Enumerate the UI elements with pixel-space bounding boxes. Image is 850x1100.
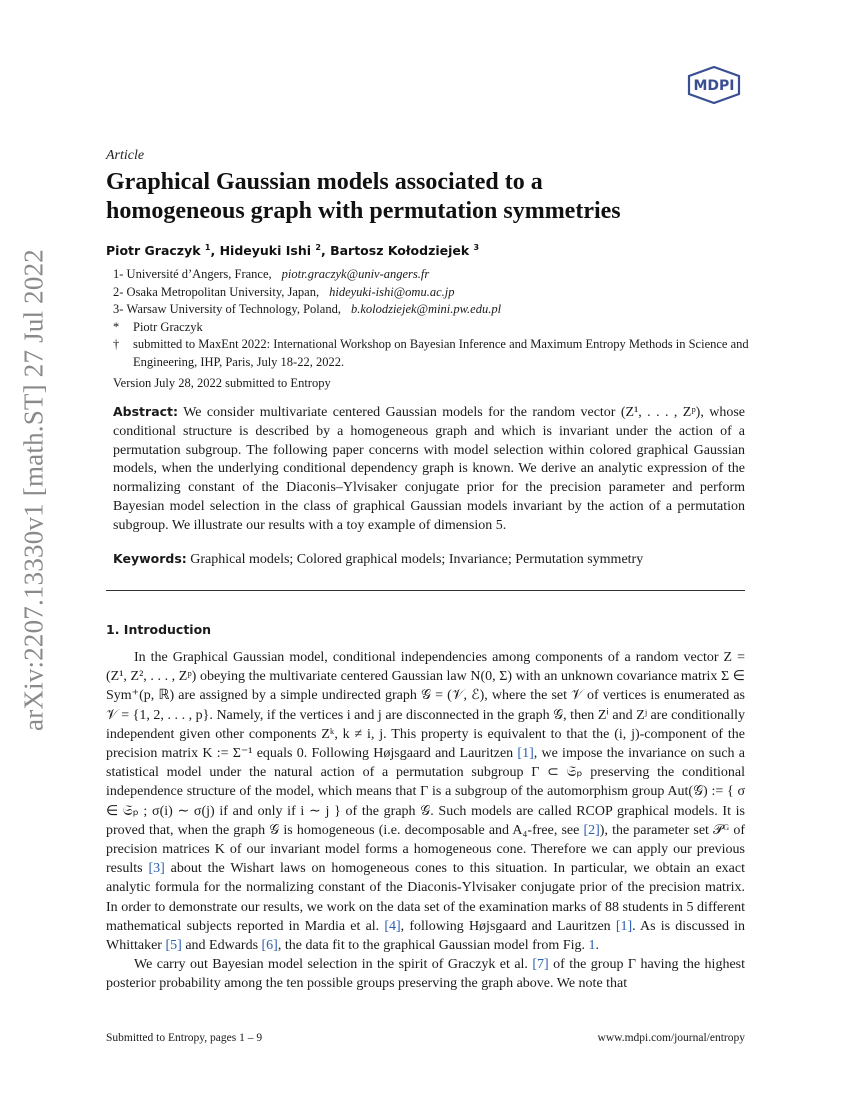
keywords-label: Keywords: (113, 551, 187, 566)
citation-link[interactable]: [6] (261, 938, 278, 954)
author-list: Piotr Graczyk $^1$, Hideyuki Ishi $^2$, Bartosz Kołodziejek $^3$ (106, 243, 480, 259)
section-divider (106, 590, 745, 591)
paper-title (106, 168, 746, 226)
citation-link[interactable]: [1] (615, 918, 633, 934)
citation-link[interactable]: [3] (148, 861, 165, 877)
title-line-2: homogeneous graph with permutation symmetries (106, 198, 621, 224)
title-line-1: Graphical Gaussian models associated to a (106, 169, 543, 195)
abstract (113, 403, 745, 536)
section-title: 1. Introduction (106, 622, 212, 637)
affiliation-mark: 1- (113, 267, 124, 281)
author-name: Piotr Graczyk (106, 243, 201, 259)
affiliation-email[interactable]: hideyuki-ishi@omu.ac.jp (329, 284, 455, 299)
note-row (113, 336, 753, 371)
affiliations (113, 266, 753, 371)
arxiv-identifier-stamp (14, 249, 54, 731)
author-name: Hideyuki Ishi (219, 243, 312, 259)
affiliation-mark: 2- (113, 284, 124, 299)
author-affiliation-mark: 3 (473, 243, 480, 252)
citation-link[interactable]: [4] (384, 918, 401, 934)
affiliation-row (113, 266, 753, 284)
arxiv-stamp-text: arXiv:2207.13330v1 [math.ST] 27 Jul 2022 (18, 249, 49, 731)
author-name: Bartosz Kołodziejek (330, 243, 470, 259)
keywords (113, 551, 745, 568)
paragraph: We carry out Bayesian model selection in the spirit of Graczyk et al. [7] of the group Γ having the highest posterior probability among the ten possible groups preserving the graph above. We note that (106, 957, 745, 992)
affiliation-email[interactable]: piotr.graczyk@univ-angers.fr (281, 267, 430, 281)
note-row (113, 319, 753, 337)
author-affiliation-mark: 2 (315, 243, 321, 252)
footer-submission: Submitted to Entropy, pages 1 – 9 (106, 1032, 263, 1044)
affiliation-row (113, 301, 753, 319)
affiliation-mark: 3- (113, 302, 124, 316)
citation-link[interactable]: [5] (165, 938, 182, 954)
citation-link[interactable]: [1] (517, 746, 534, 762)
note-mark: * (113, 319, 120, 334)
logo-text: MDPI (693, 78, 735, 94)
author-affiliation-mark: 1 (204, 243, 211, 252)
article-type: Article (106, 148, 145, 163)
citation-link[interactable]: [7] (532, 957, 549, 973)
citation-link[interactable]: [2] (583, 822, 600, 838)
abstract-text: We consider multivariate centered Gaussian models for the random vector (Z¹, . . . , Zᵖ), whose conditional structure is described by a homogeneous graph and which is invariant under the action of a permutation subgroup. The following paper concerns with model selection within colored graphical Gaussian models, when the underlying conditional dependency graph is known. We derive an analytic expression of the normalizing constant of the Diaconis–Ylvisaker conjugate prior for the precision parameter and perform Bayesian model selection in the class of graphical Gaussian models invariant by the action of a permutation subgroup. We illustrate our results with a toy example of dimension 5. (113, 405, 745, 533)
figure-link[interactable]: 1 (588, 938, 596, 954)
version-line: Version July 28, 2022 submitted to Entropy (113, 376, 331, 390)
footer-journal-url[interactable]: www.mdpi.com/journal/entropy (597, 1032, 745, 1044)
abstract-label: Abstract: (113, 404, 179, 419)
paragraph: In the Graphical Gaussian model, conditional independencies among components of a random vector Z = (Z¹, Z², . . . , Zᵖ) obeying the multivariate centered Gaussian law N(0, Σ) with an unknown covariance matrix Σ ∈ Sym⁺(p, ℝ) are assigned by a simple undirected graph 𝒢 = (𝒱, ℰ), where the set 𝒱 of vertices is enumerated as 𝒱 = {1, 2, . . . , p}. Namely, if the vertices i and j are disconnected in the graph 𝒢, then Zⁱ and Zʲ are conditionally independent given other components Zᵏ, k ≠ i, j. This property is equivalent to that the (i, j)-component of the precision matrix K := Σ⁻¹ equals 0. Following Højsgaard and Lauritzen [1], we impose the invariance on such a statistical model under the natural action of a permutation subgroup Γ ⊂ 𝔖ₚ preserving the conditional independence structure of the model, which means that Γ is a subgroup of the automorphism group Aut(𝒢) := { σ ∈ 𝔖ₚ ; σ(i) ∼ σ(j) if and only if i ∼ j } of the graph 𝒢. Such models are called RCOP graphical models. It is proved that, when the graph 𝒢 is homogeneous (i.e. decomposable and A₄-free, see [2]), the parameter set 𝒫ᴳ of precision matrices K of our invariant model forms a homogeneous cone. Therefore we can apply our previous results [3] about the Wishart laws on homogeneous cones to this situation. In particular, we obtain an exact analytic formula for the normalizing constant of the Diaconis-Ylvisaker conjugate prior of the precision matrix. In order to demonstrate our results, we work on the data set of the examination marks of 88 students in 5 different mathematical subjects reported in Mardia et al. [4], following Højsgaard and Lauritzen [1]. As is discussed in Whittaker [5] and Edwards [6], the data fit to the graphical Gaussian model from Fig. 1. (106, 650, 745, 954)
affiliation-row (113, 284, 753, 302)
affiliation-text: Université d’Angers, France, (126, 267, 272, 281)
affiliation-text: Warsaw University of Technology, Poland, (126, 302, 341, 316)
note-mark: † (113, 337, 120, 351)
affiliation-text: Osaka Metropolitan University, Japan, (126, 284, 320, 299)
note-text: Piotr Graczyk (133, 319, 203, 334)
introduction-body (106, 648, 745, 994)
note-text: submitted to MaxEnt 2022: International Workshop on Bayesian Inference and Maximum Entropy Methods in Science and Engineering, IHP, Paris, July 18-22, 2022. (133, 337, 749, 369)
affiliation-email[interactable]: b.kolodziejek@mini.pw.edu.pl (350, 302, 502, 316)
mdpi-logo (684, 66, 744, 104)
keywords-text: Graphical models; Colored graphical models; Invariance; Permutation symmetry (190, 552, 644, 567)
mdpi-logo-icon (684, 66, 744, 104)
